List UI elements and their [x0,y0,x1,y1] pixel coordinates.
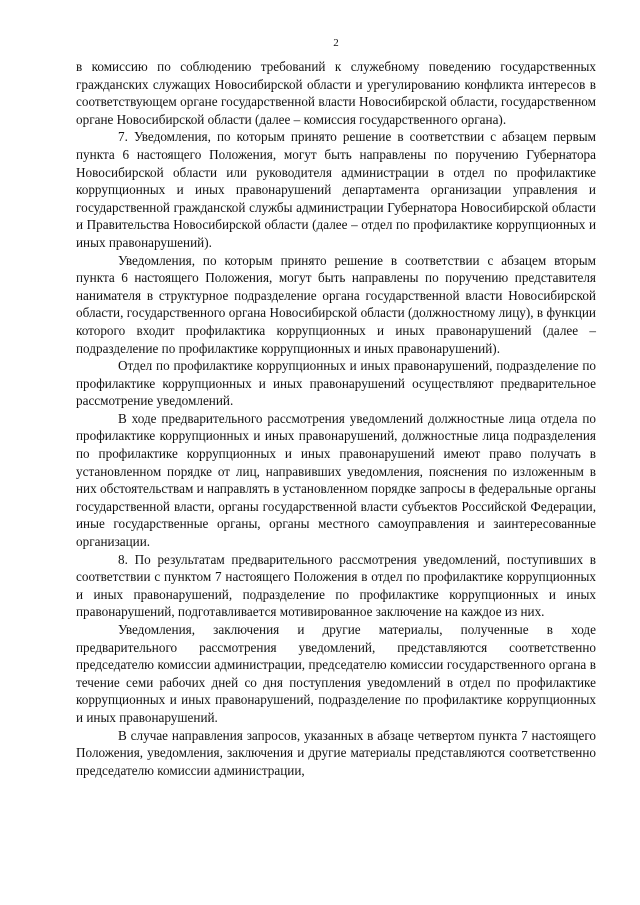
paragraph-continuation: в комиссию по соблюдению требований к служебному поведению государственных гражданских служащих Новосибирской области и урегулированию конфликта интересов в соответствующем органе государственной власти Новосибирской области, государственном органе Новосибирской области (далее – комиссия государственного органа). [76,59,596,127]
paragraph-item-7-fourth: В ходе предварительного рассмотрения уведомлений должностные лица отдела по профилактике коррупционных и иных правонарушений, должностные лица подразделения по профилактике коррупционных и иных правонарушений имеют право получать в установленном порядке от лиц, направивших уведомления, пояснения по изложенным в них обстоятельствам и направлять в установленном порядке запросы в федеральные органы государственной власти, органы государственной власти субъектов Российской Федерации, иные государственные органы, органы местного самоуправления и заинтересованные организации. [76,410,596,550]
paragraph-item-7-third: Отдел по профилактике коррупционных и иных правонарушений, подразделение по профилактике коррупционных и иных правонарушений осуществляют предварительное рассмотрение уведомлений. [76,358,596,409]
page-number: 2 [333,37,339,49]
paragraph-item-8-second: Уведомления, заключения и другие материалы, полученные в ходе предварительного рассмотрения уведомлений, представляются соответственно председателю комиссии администрации, председателю комиссии государственного органа в течение семи рабочих дней со дня поступления уведомлений в отдел по профилактике коррупционных и иных правонарушений, подразделение по профилактике коррупционных и иных правонарушений. [76,622,596,725]
paragraph-item-7-second: Уведомления, по которым принято решение в соответствии с абзацем вторым пункта 6 настоящего Положения, могут быть направлены по поручению представителя нанимателя в структурное подразделение органа государственной власти Новосибирской области, государственного органа Новосибирской области (должностному лицу), в функции которого входит профилактика коррупционных и иных правонарушений (далее – подразделение по профилактике коррупционных и иных правонарушений). [76,252,596,356]
document-body [76,58,596,779]
paragraph-item-8-third: В случае направления запросов, указанных в абзаце четвертом пункта 7 настоящего Положения, уведомления, заключения и другие материалы представляются соответственно председателю комиссии администрации, [76,727,596,778]
paragraph-item-7: 7. Уведомления, по которым принято решение в соответствии с абзацем первым пункта 6 настоящего Положения, могут быть направлены по поручению Губернатора Новосибирской области или руководителя администрации в отдел по профилактике коррупционных и иных правонарушений департамента организации управления и государственной гражданской службы администрации Губернатора Новосибирской области и Правительства Новосибирской области (далее – отдел по профилактике коррупционных и иных правонарушений). [76,129,596,250]
paragraph-item-8: 8. По результатам предварительного рассмотрения уведомлений, поступивших в соответствии с пунктом 7 настоящего Положения в отдел по профилактике коррупционных и иных правонарушений, подразделение по профилактике коррупционных и иных правонарушений, подготавливается мотивированное заключение на каждое из них. [76,551,596,620]
